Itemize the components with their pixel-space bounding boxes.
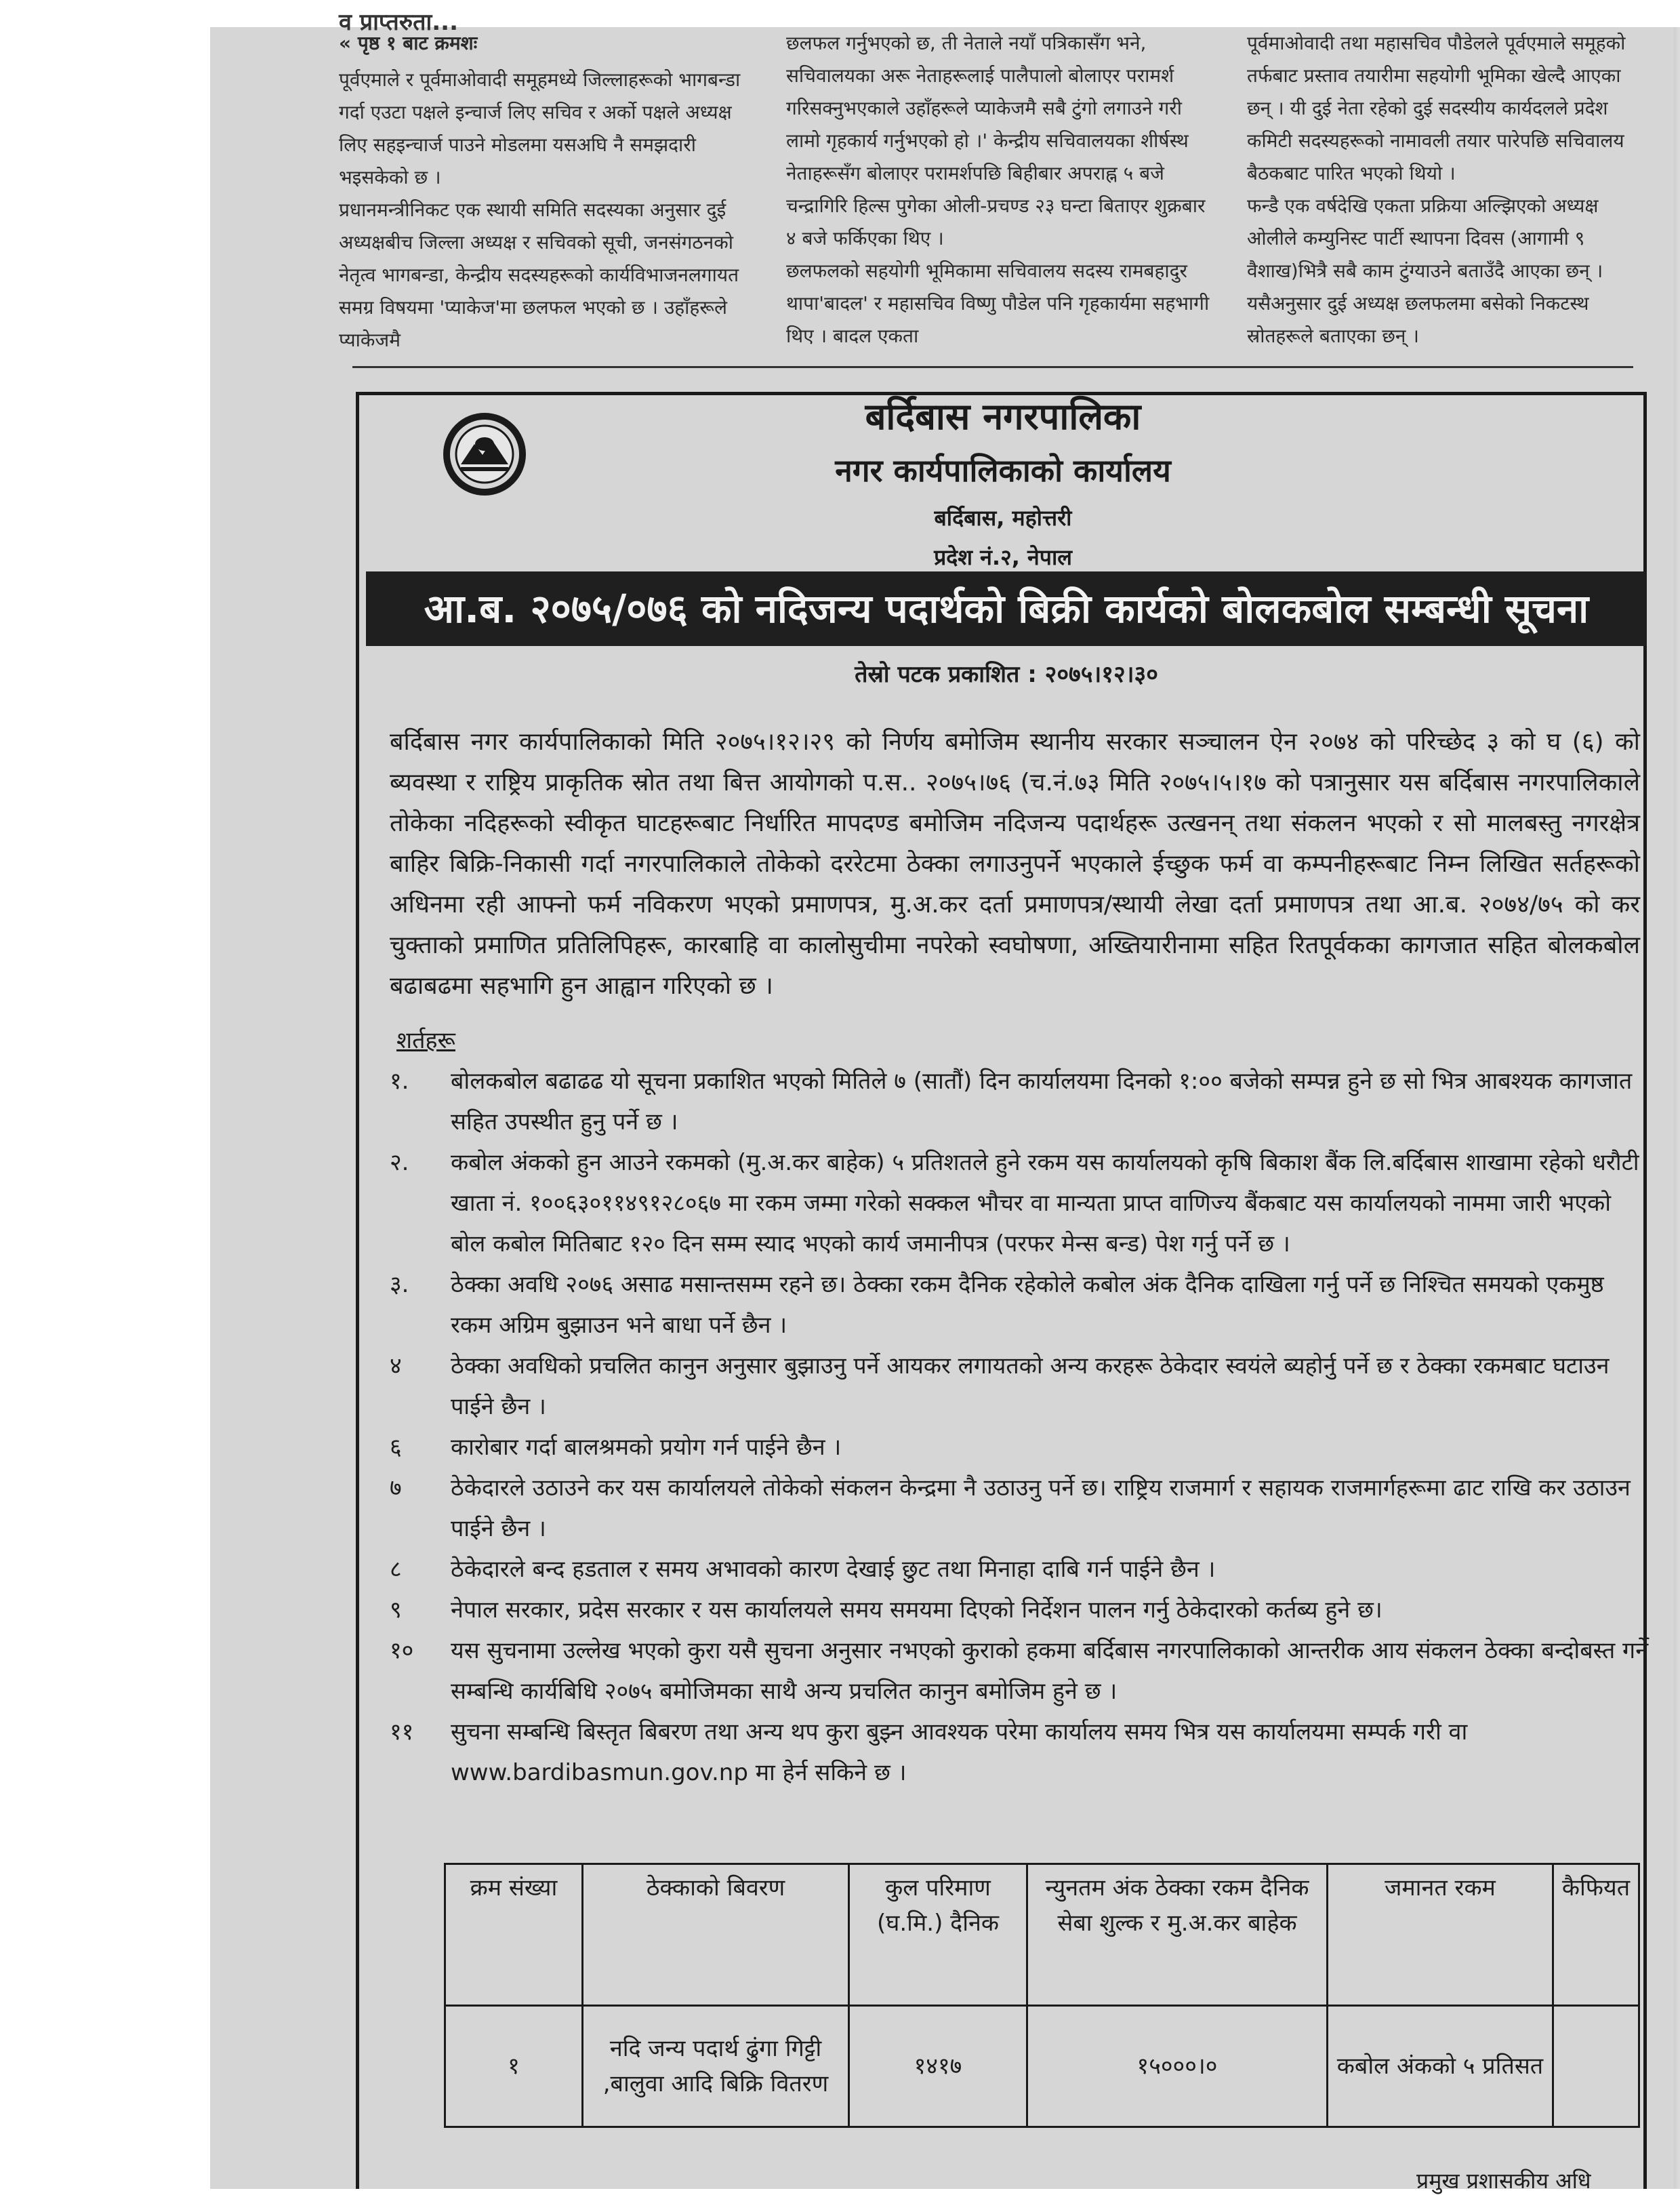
- condition-number: ३.: [390, 1271, 409, 1298]
- table-row: [445, 2006, 1639, 2127]
- condition-item: [390, 1468, 1650, 1549]
- conditions-title: शर्तहरू: [396, 1027, 455, 1054]
- news-paragraph: पूर्वमाओवादी तथा महासचिव पौडेलले पूर्वएमाले समूहको तर्फबाट प्रस्ताव तयारीमा सहयोगी भूमिका खेल्दै आएका छन् । यी दुई नेता रहेको दुई सदस्यीय कार्यदलले प्रदेश कमिटी सदस्यहरूको नामावली तयार पारेपछि सचिवालय बैठकबाट पारित भएको थियो ।: [1247, 32, 1626, 184]
- condition-item: [390, 1346, 1650, 1427]
- column-header: क्रम संख्या: [445, 1864, 583, 2006]
- news-kicker: व प्राप्तरुता...: [339, 9, 459, 36]
- table-header-row: [445, 1864, 1639, 2006]
- condition-text: यस सुचनामा उल्लेख भएको कुरा यसै सुचना अनुसार नभएको कुराको हकमा बर्दिबास नगरपालिकाको आन्तरीक आय संकलन ठेक्का बन्दोबस्त गर्ने सम्बन्धि कार्यबिधि २०७५ बमोजिमका साथै अन्य प्रचलित कानुन बमोजिम हुने छ ।: [451, 1637, 1649, 1705]
- condition-text-start: सुचना सम्बन्धि बिस्तृत बिबरण तथा अन्य थप कुरा बुझ्न आवश्यक परेमा कार्यालय समय भित्र यस कार्यालयमा सम्पर्क गरी वा: [451, 1718, 1468, 1746]
- condition-text: बोलकबोल बढाढढ यो सूचना प्रकाशित भएको मितिले ७ (सातौं) दिन कार्यालयमा दिनको १:०० बजेको सम्पन्न हुने छ सो भित्र आबश्यक कागजात सहित उपस्थीत हुनु पर्ने छ ।: [451, 1068, 1633, 1135]
- condition-item: [390, 1142, 1650, 1264]
- government-emblem-icon: [441, 410, 529, 498]
- condition-number: ९: [390, 1596, 402, 1624]
- table-cell: १५०००।०: [1027, 2006, 1328, 2127]
- condition-number: ४: [390, 1352, 402, 1380]
- news-column-1: [339, 27, 745, 357]
- table-cell: नदि जन्य पदार्थ ढुंगा गिट्टी ,बालुवा आदि बिक्रि वितरण: [583, 2006, 849, 2127]
- news-paragraph: प्रधानमन्त्रीनिकट एक स्थायी समिति सदस्यका अनुसार दुई अध्यक्षबीच जिल्ला अध्यक्ष र सचिवको सूची, जनसंगठनको नेतृत्व भागबन्डा, केन्द्रीय सदस्यहरूको कार्यविभाजनलगायत समग्र विषयमा 'प्याकेज'मा छलफल भएको छ । उहाँहरूले प्याकेजमै: [339, 199, 739, 351]
- condition-item: [390, 1549, 1650, 1590]
- news-column-2: [786, 27, 1213, 353]
- condition-number: ६: [390, 1434, 402, 1461]
- condition-text-end: मा हेर्न सकिने छ ।: [755, 1759, 907, 1786]
- condition-item: [390, 1590, 1650, 1630]
- condition-number: ८: [390, 1556, 402, 1583]
- contract-table: [444, 1863, 1640, 2128]
- column-divider: [352, 366, 1633, 368]
- condition-text: कारोबार गर्दा बालश्रमको प्रयोग गर्न पाईने छैन ।: [451, 1434, 842, 1461]
- news-paragraph: छलफलको सहयोगी भूमिकामा सचिवालय सदस्य रामबहादुर थापा'बादल' र महासचिव विष्णु पौडेल पनि गृहकार्यमा सहभागी थिए । बादल एकता: [786, 260, 1210, 347]
- signatory: प्रमुख प्रशासकीय अधि: [1416, 2168, 1591, 2194]
- column-header: जमानत रकम: [1328, 1864, 1553, 2006]
- table-cell: १: [445, 2006, 583, 2127]
- table-cell: [1553, 2006, 1639, 2127]
- column-header: कैफियत: [1553, 1864, 1639, 2006]
- column-header: न्युनतम अंक ठेक्का रकम दैनिक सेबा शुल्क र मु.अ.कर बाहेक: [1027, 1864, 1328, 2006]
- table-cell: कबोल अंकको ५ प्रतिसत: [1328, 2006, 1553, 2127]
- notice-body: बर्दिबास नगर कार्यपालिकाको मिति २०७५।१२।२९ को निर्णय बमोजिम स्थानीय सरकार सञ्चालन ऐन २०७४ को परिच्छेद ३ को घ (६) को ब्यवस्था र राष्ट्रिय प्राकृतिक स्रोत तथा बित्त आयोगको प.स.. २०७५।७६ (च.नं.७३ मिति २०७५।५।१७ को पत्रानुसार यस बर्दिबास नगरपालिकाले तोकेका नदिहरूको स्वीकृत घाटहरूबाट निर्धारित मापदण्ड बमोजिम नदिजन्य पदार्थहरू उत्खनन् तथा संकलन भएको र सो मालबस्तु नगरक्षेत्र बाहिर बिक्रि-निकासी गर्दा नगरपालिकाले तोकेको दररेटमा ठेक्का लगाउनुपर्ने भएकाले ईच्छुक फर्म वा कम्पनीहरूबाट निम्न लिखित सर्तहरूको अधिनमा रही आफ्नो फर्म नविकरण भएको प्रमाणपत्र, मु.अ.कर दर्ता प्रमाणपत्र/स्थायी लेखा दर्ता प्रमाणपत्र तथा आ.ब. २०७४/७५ को कर चुक्ताको प्रमाणित प्रतिलिपिहरू, कारबाहि वा कालोसुचीमा नपरेको स्वघोषणा, अख्तियारीनामा सहित रितपूर्वकका कागजात सहित बोलकबोल बढाबढमा सहभागि हुन आह्वान गरिएको छ ।: [390, 728, 1640, 1000]
- condition-item: [390, 1427, 1650, 1468]
- condition-item: [390, 1061, 1650, 1142]
- conditions-list: [390, 1061, 1650, 1793]
- condition-text: नेपाल सरकार, प्रदेस सरकार र यस कार्यालयले समय समयमा दिएको निर्देशन पालन गर्नु ठेकेदारको कर्तब्य हुने छ।: [451, 1596, 1382, 1624]
- condition-number: ७: [390, 1474, 402, 1502]
- table-cell: १४१७: [849, 2006, 1027, 2127]
- condition-number: २.: [390, 1149, 409, 1176]
- column-header: कुल परिमाण (घ.मि.) दैनिक: [849, 1864, 1027, 2006]
- published-date: तेस्रो पटक प्रकाशित : २०७५।१२।३०: [855, 661, 1158, 688]
- address-line-2: प्रदेश नं.२, नेपाल: [934, 544, 1072, 570]
- condition-item: [390, 1264, 1650, 1346]
- website-link[interactable]: www.bardibasmun.gov.np: [451, 1759, 748, 1786]
- news-column-3: [1247, 27, 1626, 353]
- news-paragraph: पूर्वएमाले र पूर्वमाओवादी समूहमध्ये जिल्लाहरूको भागबन्डा गर्दा एउटा पक्षले इन्चार्ज लिए सचिव र अर्को पक्षले अध्यक्ष लिए सहइन्चार्ज पाउने मोडलमा यसअघि नै समझदारी भइसकेको छ ।: [339, 68, 741, 188]
- condition-text: कबोल अंकको हुन आउने रकमको (मु.अ.कर बाहेक) ५ प्रतिशतले हुने रकम यस कार्यालयको कृषि बिकाश बैंक लि.बर्दिबास शाखामा रहेको धरौटी खाता नं. १००६३०११४९१२८०६७ मा रकम जम्मा गरेको सक्कल भौचर वा मान्यता प्राप्त वाणिज्य बैंकबाट यस कार्यालयको नाममा जारी भएको बोल कबोल मितिबाट १२० दिन सम्म स्याद भएको कार्य जमानीपत्र (परफर मेन्स बन्ड) पेश गर्नु पर्ने छ ।: [451, 1149, 1639, 1257]
- condition-text: ठेकेदारले बन्द हडताल र समय अभावको कारण देखाई छुट तथा मिनाहा दाबि गर्न पाईने छैन ।: [451, 1556, 1216, 1583]
- condition-text: ठेक्का अवधिको प्रचलित कानुन अनुसार बुझाउनु पर्ने आयकर लगायतको अन्य करहरू ठेकेदार स्वयंले ब्यहोर्नु पर्ने छ र ठेक्का रकमबाट घटाउन पाईने छैन ।: [451, 1352, 1610, 1420]
- org-name: बर्दिबास नगरपालिका: [865, 395, 1141, 438]
- condition-text: [451, 1712, 1650, 1793]
- address-line-1: बर्दिबास, महोत्तरी: [934, 505, 1072, 531]
- news-paragraph: फन्डै एक वर्षदेखि एकता प्रक्रिया अल्झिएको अध्यक्ष ओलीले कम्युनिस्ट पार्टी स्थापना दिवस (आगामी ९ वैशाख)भित्रै सबै काम टुंग्याउने बताउँदै आएका छन् । यसैअनुसार दुई अध्यक्ष छलफलमा बसेको निकटस्थ स्रोतहरूले बताएका छन् ।: [1247, 195, 1603, 347]
- news-paragraph: छलफल गर्नुभएको छ, ती नेताले नयाँ पत्रिकासँग भने, सचिवालयका अरू नेताहरूलाई पालैपालो बोलाएर परामर्श गरिसक्नुभएकाले उहाँहरूले प्याकेजमै सबै टुंगो लगाउने गरी लामो गृहकार्य गर्नुभएको हो ।' केन्द्रीय सचिवालयका शीर्षस्थ नेताहरूसँग बोलाएर परामर्शपछि बिहीबार अपराह्न ५ बजे चन्द्रागिरि हिल्स पुगेका ओली-प्रचण्ड २३ घन्टा बिताएर शुक्रबार ४ बजे फर्किएका थिए ।: [786, 32, 1206, 249]
- condition-number: १०: [390, 1637, 414, 1664]
- column-header: ठेक्काको बिवरण: [583, 1864, 849, 2006]
- continued-label: « पृष्ठ १ बाट क्रमशः: [339, 32, 478, 54]
- condition-number: १.: [390, 1068, 409, 1095]
- condition-item: [390, 1630, 1650, 1712]
- office-name: नगर कार्यपालिकाको कार्यालय: [835, 452, 1171, 489]
- condition-number: ११: [390, 1718, 414, 1746]
- notice-title: आ.ब. २०७५/०७६ को नदिजन्य पदार्थको बिक्री कार्यको बोलकबोल सम्बन्धी सूचना: [366, 571, 1647, 646]
- condition-item: [390, 1712, 1650, 1793]
- condition-text: ठेक्का अवधि २०७६ असाढ मसान्तसम्म रहने छ। ठेक्का रकम दैनिक रहेकोले कबोल अंक दैनिक दाखिला गर्नु पर्ने छ निश्चित समयको एकमुष्ठ रकम अग्रिम बुझाउन भने बाधा पर्ने छैन ।: [451, 1271, 1604, 1339]
- condition-text: ठेकेदारले उठाउने कर यस कार्यालयले तोकेको संकलन केन्द्रमा नै उठाउनु पर्ने छ। राष्ट्रिय राजमार्ग र सहायक राजमार्गहरूमा ढाट राखि कर उठाउन पाईने छैन ।: [451, 1474, 1631, 1542]
